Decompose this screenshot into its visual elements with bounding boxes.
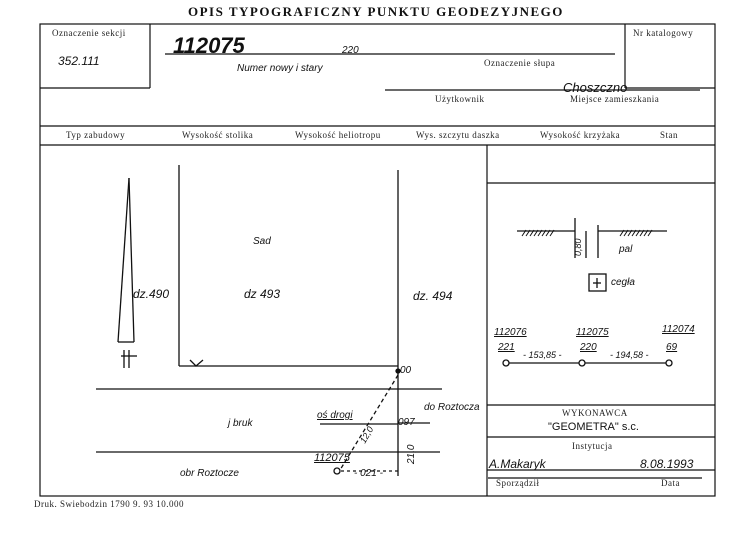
distance-2: - 194,58 - <box>610 350 649 360</box>
footer-print: Druk. Swiebodzin 1790 9. 93 10.000 <box>34 499 184 509</box>
point-number: 112075 <box>173 33 245 58</box>
orchard-label: Sad <box>253 236 271 247</box>
author-name: A.Makaryk <box>489 457 546 471</box>
col-wysokosc-heliotropu: Wysokość heliotropu <box>295 130 381 140</box>
section-value: 352.111 <box>58 54 100 68</box>
section-label: Oznaczenie sekcji <box>52 28 126 38</box>
to-street-label: do Roztocza <box>424 402 480 413</box>
catalog-label: Nr katalogowy <box>633 28 694 38</box>
measure-0210: - 021 - <box>354 468 383 479</box>
paving-label: j bruk <box>228 418 253 429</box>
form-title: OPIS TYPOGRAFICZNY PUNKTU GEODEZYJNEGO <box>188 4 564 19</box>
author-date: 8.08.1993 <box>640 457 694 471</box>
pillar-label: Oznaczenie słupa <box>484 58 556 68</box>
parcel-mid-label: dz 493 <box>244 287 281 301</box>
cegla-label: cegła <box>611 277 635 288</box>
user-label: Użytkownik <box>435 94 485 104</box>
location-label: Miejsce zamieszkania <box>570 94 660 104</box>
measure-diagonal: 12,0 <box>358 424 376 445</box>
distance-1: - 153,85 - <box>523 350 562 360</box>
road-axis-label: oś drogi <box>317 410 353 421</box>
col-typ-zabudowy: Typ zabudowy <box>66 130 126 140</box>
p1-number: 112076 <box>494 327 527 338</box>
p3-old: 69 <box>666 342 678 353</box>
measure-00: 00 <box>400 365 412 376</box>
p2-old: 220 <box>580 342 597 353</box>
sketch-point-number: 112075 <box>314 452 350 464</box>
p3-number: 112074 <box>662 324 695 335</box>
contractor-name: "GEOMETRA" s.c. <box>548 421 639 433</box>
pal-label: pal <box>619 244 633 255</box>
parcel-left-label: dz.490 <box>133 287 170 301</box>
number-label: Numer nowy i stary <box>237 63 323 74</box>
col-wysokosc-stolika: Wysokość stolika <box>182 130 254 140</box>
old-number: 220 <box>342 45 359 56</box>
col-wys-szczytu-daszka: Wys. szczytu daszka <box>416 130 500 140</box>
col-stan: Stan <box>660 130 679 140</box>
col-wysokosc-krzyzaka: Wysokość krzyżaka <box>540 130 621 140</box>
measure-210: 21,0 <box>406 444 417 464</box>
measure-097: 097 <box>398 417 415 428</box>
dim-080: 0,80 <box>573 238 583 256</box>
location-value: Choszczno <box>563 80 628 95</box>
prepared-label: Sporządził <box>496 478 540 488</box>
institution-label: Instytucja <box>572 441 613 451</box>
p1-old: 221 <box>498 342 515 353</box>
contractor-label: WYKONAWCA <box>562 408 628 418</box>
p2-number: 112075 <box>576 327 609 338</box>
sketch-drawing <box>96 165 442 476</box>
date-label: Data <box>661 478 680 488</box>
parcel-right-label: dz. 494 <box>413 289 453 303</box>
street-label: obr Roztocze <box>180 468 239 479</box>
